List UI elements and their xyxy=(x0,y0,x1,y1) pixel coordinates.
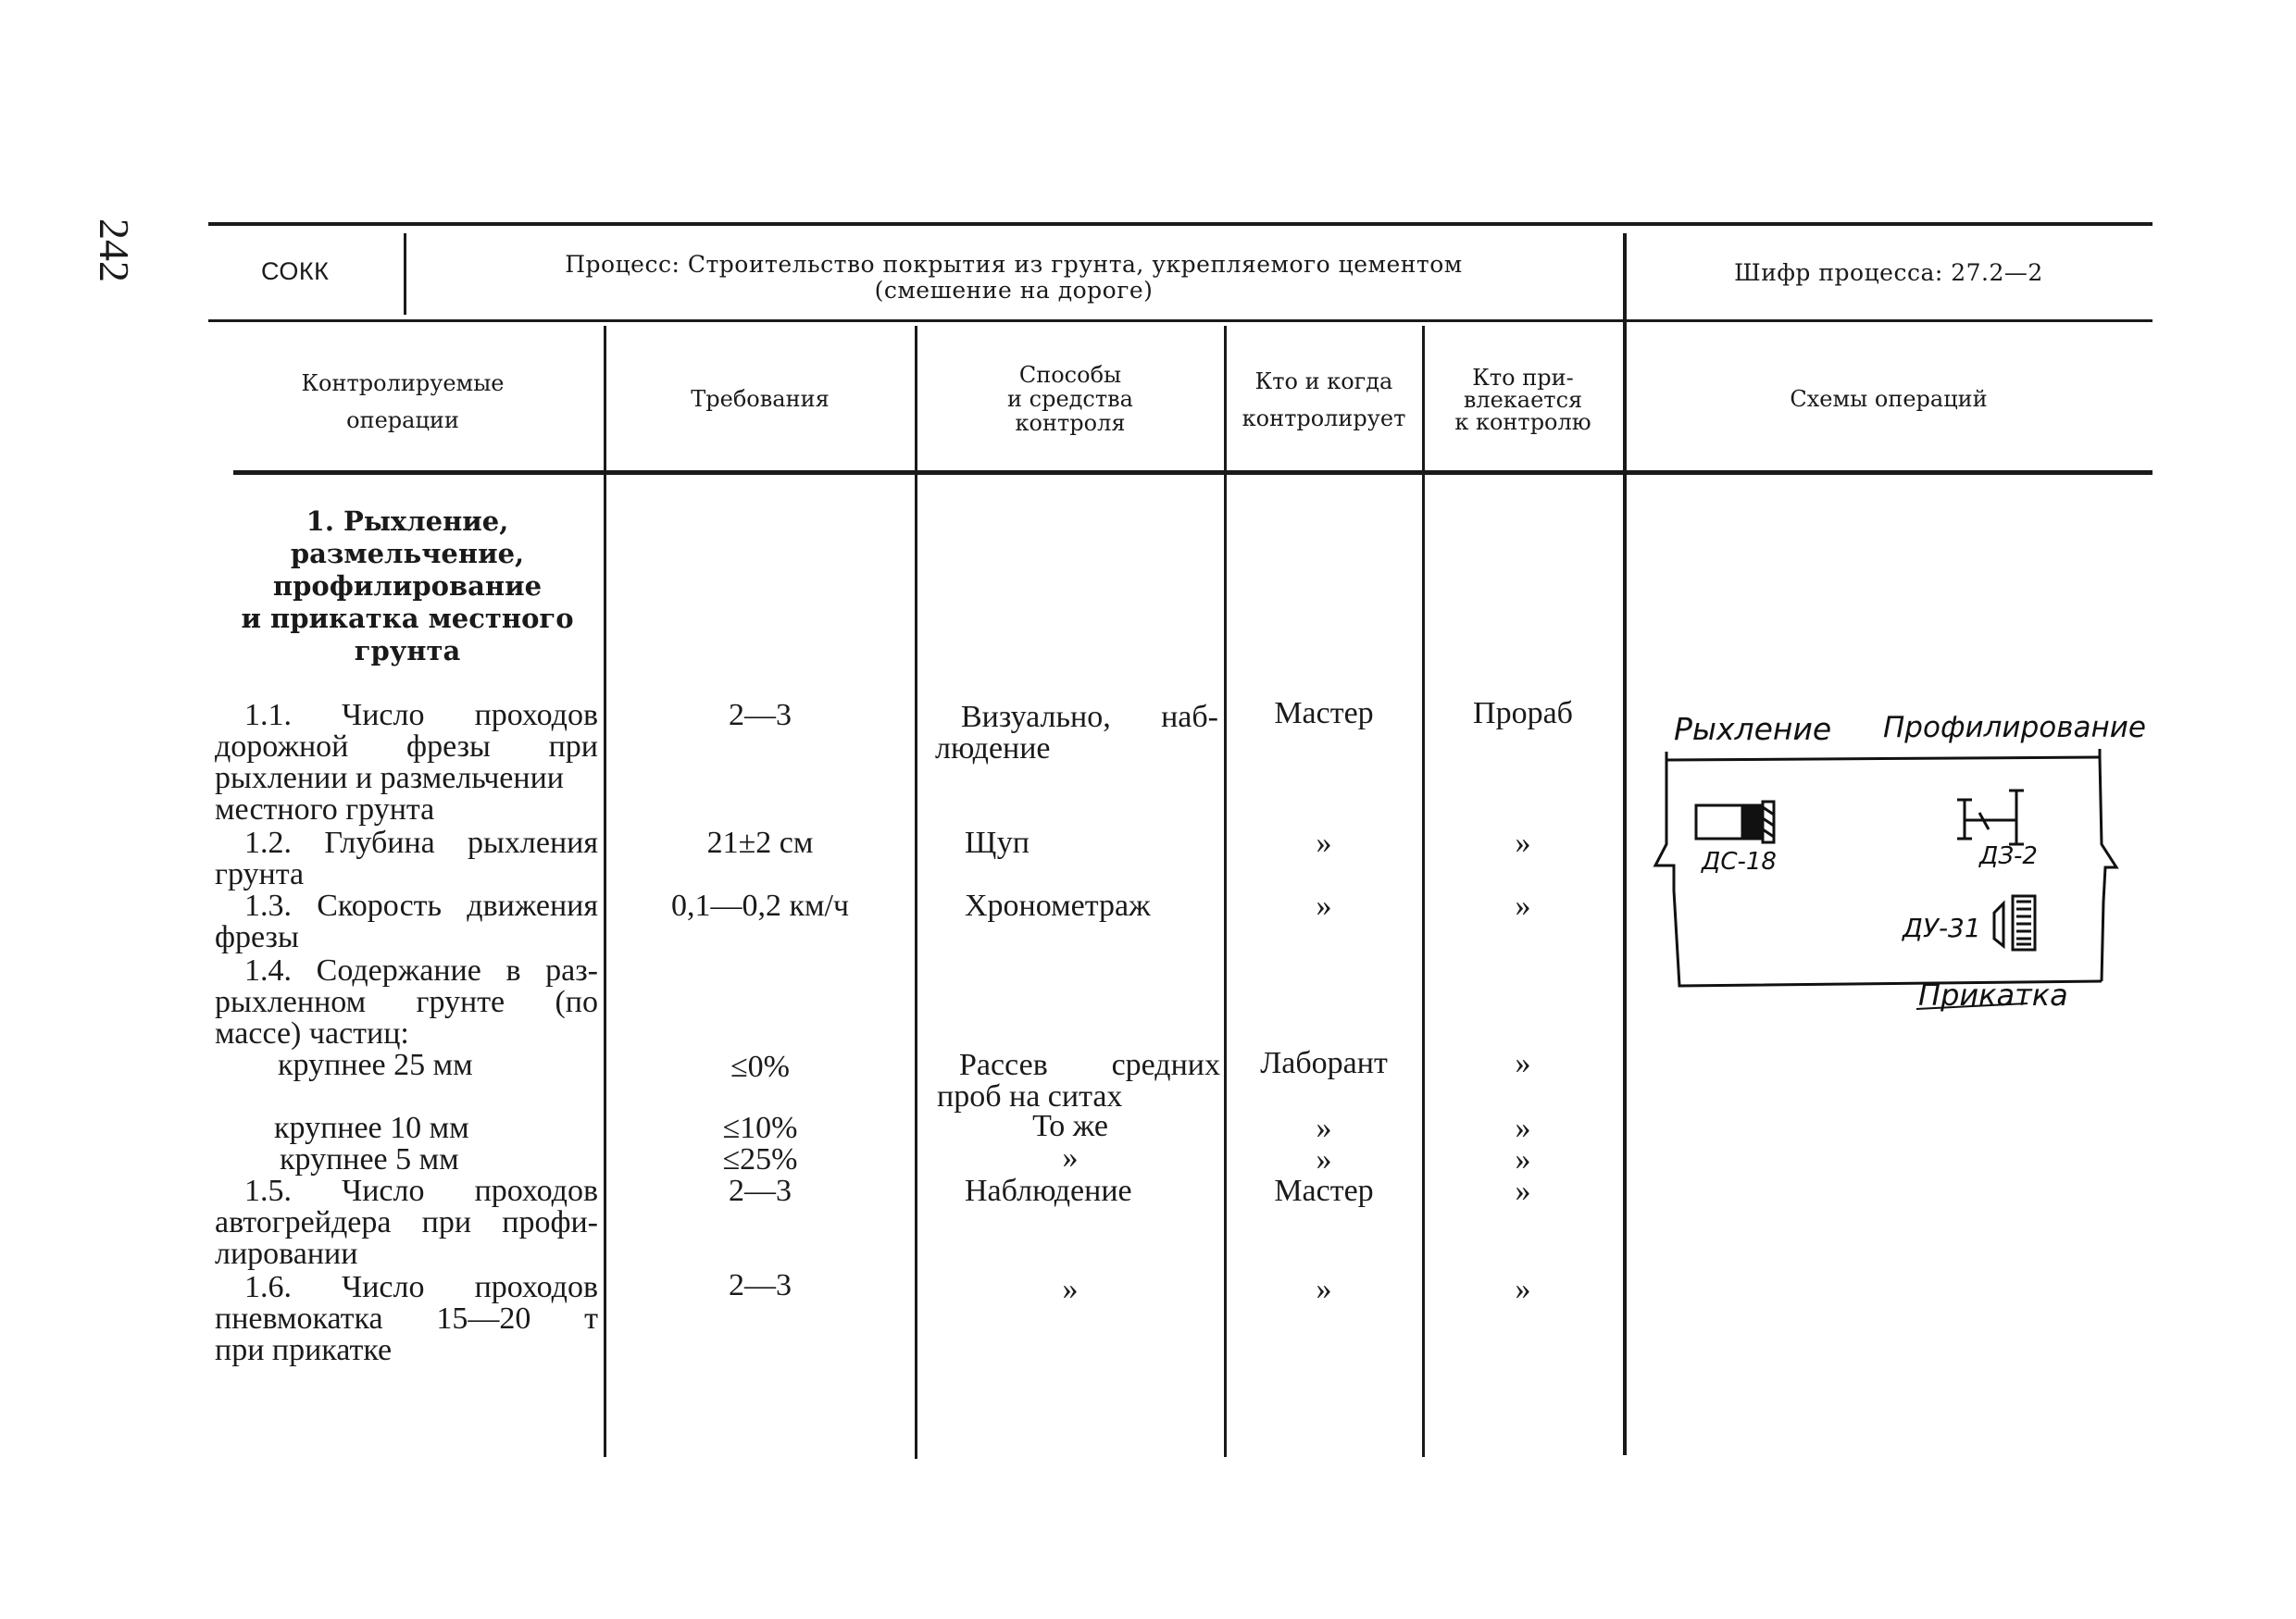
row-1-1-operation: 1.1. Число проходов дорожной фрезы при рыхлении и размельчении местного грунта xyxy=(215,698,598,827)
row-1-4c-requirement: ≤25% xyxy=(722,1142,798,1177)
machine-label-ds: ДС-18 xyxy=(1702,848,1777,876)
row-1-4b-operation: крупнее 10 мм xyxy=(274,1111,469,1145)
top-rule xyxy=(208,222,2152,226)
row-1-2-involved: » xyxy=(1515,826,1531,860)
row-1-1-who: Мастер xyxy=(1274,696,1374,730)
row-1-4a-who: Лаборант xyxy=(1260,1046,1388,1080)
rolling-underline xyxy=(1916,1003,2028,1009)
row-1-6-requirement: 2—3 xyxy=(729,1268,792,1302)
row-1-4a-method: Рассев средних проб на ситах xyxy=(937,1048,1220,1114)
row-1-4c-operation: крупнее 5 мм xyxy=(280,1142,459,1177)
row-1-4b-requirement: ≤10% xyxy=(722,1111,798,1145)
col-header-schemes: Схемы операций xyxy=(1790,386,1988,412)
header-code: СОКК xyxy=(261,257,330,285)
col-header-involved: Кто при- влекается к контролю xyxy=(1454,365,1591,435)
row-1-4c-method: » xyxy=(1062,1140,1079,1175)
column-divider-1 xyxy=(604,326,606,1457)
stabilizer-machine-icon xyxy=(1696,802,1774,842)
row-1-6-operation: 1.6. Число проходов пневмокатка 15—20 т при прикатке xyxy=(215,1270,598,1367)
header-rule xyxy=(208,319,2152,322)
row-1-2-operation: 1.2. Глубина рыхления грунта xyxy=(215,826,598,891)
column-divider-4 xyxy=(1422,326,1425,1457)
grader-machine-icon xyxy=(1957,791,2024,844)
row-1-4a-operation: крупнее 25 мм xyxy=(278,1048,473,1082)
row-1-6-involved: » xyxy=(1515,1272,1531,1306)
header-cipher: Шифр процесса: 27.2—2 xyxy=(1734,259,2043,286)
operation-scheme-drawing xyxy=(1639,741,2139,1018)
row-1-5-who: Мастер xyxy=(1274,1174,1374,1208)
scheme-label-profiling: Профилирование xyxy=(1883,711,2146,744)
row-1-2-who: » xyxy=(1316,826,1332,860)
row-1-1-requirement: 2—3 xyxy=(729,698,792,732)
row-1-4a-requirement: ≤0% xyxy=(730,1050,790,1084)
row-1-6-method: » xyxy=(1062,1272,1079,1306)
row-1-1-involved: Прораб xyxy=(1473,696,1573,730)
header-divider-1 xyxy=(404,233,406,315)
col-header-methods: Способы и средства контроля xyxy=(1007,362,1133,436)
row-1-2-method: Щуп xyxy=(965,826,1029,860)
row-1-5-involved: » xyxy=(1515,1174,1531,1208)
row-1-2-requirement: 21±2 см xyxy=(706,826,814,860)
row-1-4c-who: » xyxy=(1316,1142,1332,1177)
row-1-4b-method: То же xyxy=(1032,1109,1108,1143)
road-strip-outline xyxy=(1655,749,2116,986)
row-1-5-method: Наблюдение xyxy=(965,1174,1132,1208)
row-1-3-operation: 1.3. Скорость движения фрезы xyxy=(215,889,598,954)
header-process-title: Процесс: Строительство покрытия из грунта, укрепляемого цементом xyxy=(565,251,1463,278)
column-divider-2 xyxy=(915,326,917,1459)
row-1-4b-who: » xyxy=(1316,1111,1332,1145)
row-1-3-requirement: 0,1—0,2 км/ч xyxy=(670,889,850,923)
row-1-5-operation: 1.5. Число проходов автогрейдера при профи- лировании xyxy=(215,1174,598,1271)
row-1-4c-involved: » xyxy=(1515,1142,1531,1177)
col-header-operations: Контролируемые операции xyxy=(301,370,505,433)
col-header-requirements: Требования xyxy=(691,386,830,412)
col-header-who-when: Кто и когда контролирует xyxy=(1242,368,1406,431)
scheme-label-rolling: Прикатка xyxy=(1918,978,2068,1013)
row-1-4b-involved: » xyxy=(1515,1111,1531,1145)
header-divider-2 xyxy=(1623,233,1627,1455)
column-divider-3 xyxy=(1224,326,1227,1457)
row-1-4-operation: 1.4. Содержание в раз- рыхленном грунте (по массе) частиц: xyxy=(215,953,598,1051)
roller-machine-icon xyxy=(1994,896,2035,950)
row-1-4a-involved: » xyxy=(1515,1046,1531,1080)
row-1-6-who: » xyxy=(1316,1272,1332,1306)
row-1-1-method: Визуально, наб- людение xyxy=(935,700,1218,766)
column-header-rule xyxy=(233,470,2152,475)
row-1-3-who: » xyxy=(1316,889,1332,923)
section-title: 1. Рыхление, размельчение, профилирование и прикатка местного грунта xyxy=(241,505,574,666)
scheme-label-loosening: Рыхление xyxy=(1674,711,1832,747)
machine-label-du: ДУ-31 xyxy=(1903,913,1981,943)
page-number: 242 xyxy=(91,218,138,282)
row-1-5-requirement: 2—3 xyxy=(729,1174,792,1208)
header-process xyxy=(463,252,1565,304)
row-1-3-method: Хронометраж xyxy=(965,889,1151,923)
machine-label-dz: ДЗ-2 xyxy=(1979,842,2038,870)
row-1-3-involved: » xyxy=(1515,889,1531,923)
header-process-note: (смешение на дороге) xyxy=(874,277,1154,304)
